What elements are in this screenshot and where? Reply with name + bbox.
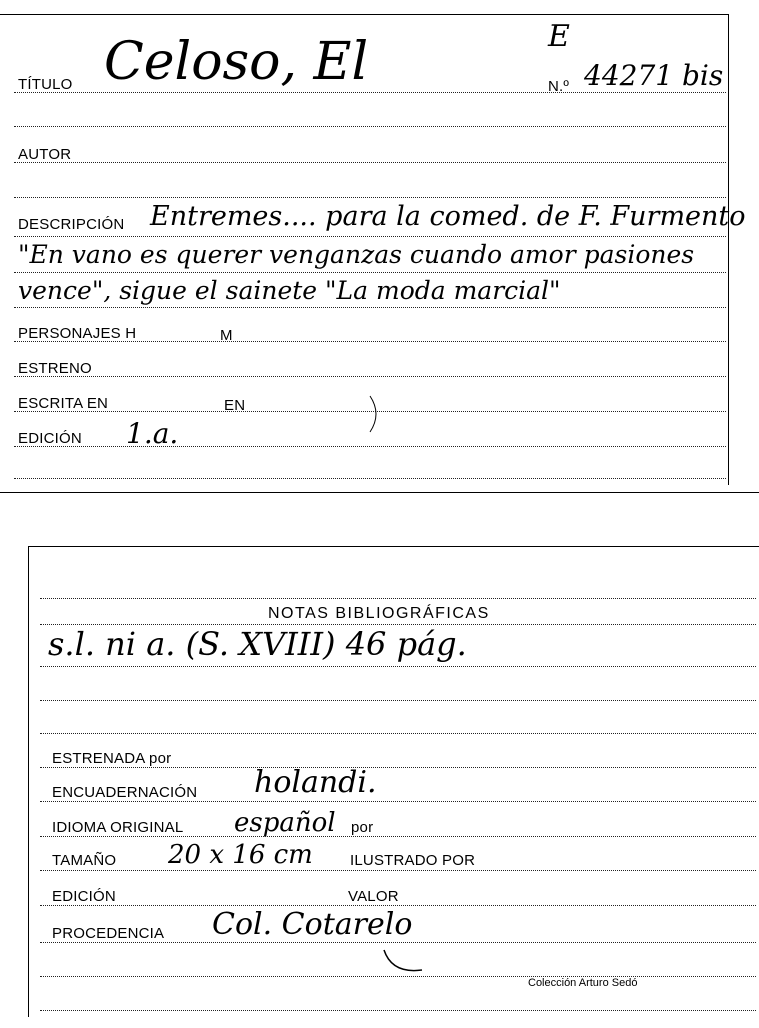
rule-idioma — [40, 836, 756, 837]
footer-collection: Colección Arturo Sedó — [528, 977, 638, 989]
notas-value: s.l. ni a. (S. XVIII) 46 pág. — [48, 625, 467, 663]
rule-edicion — [14, 446, 726, 447]
rule-tamano — [40, 870, 756, 871]
rule-b4 — [40, 733, 756, 734]
rule-autor — [14, 162, 726, 163]
idioma-value: español — [234, 808, 336, 838]
titulo-label: TÍTULO — [18, 76, 73, 93]
titulo-value: Celoso, El — [104, 32, 369, 92]
descripcion-line-3: vence", sigue el sainete "La moda marcial" — [18, 276, 561, 305]
rule-b1 — [40, 598, 756, 599]
rule-blank-1 — [14, 126, 726, 127]
personajes-m-label: M — [220, 327, 233, 344]
idioma-por-label: por — [351, 819, 374, 836]
encuadernacion-label: ENCUADERNACIÓN — [52, 784, 198, 801]
rule-estrenada — [40, 767, 756, 768]
numero-label: N.º — [548, 78, 570, 95]
escrita-en-label: ESCRITA EN — [18, 395, 109, 412]
rule-notas-2 — [40, 666, 756, 667]
rule-b-final — [40, 1010, 756, 1011]
personajes-label: PERSONAJES H — [18, 325, 137, 342]
procedencia-label: PROCEDENCIA — [52, 925, 165, 942]
encuadernacion-value: holandi. — [254, 765, 377, 800]
rule-estreno — [14, 376, 726, 377]
rule-b3 — [40, 700, 756, 701]
idioma-label: IDIOMA ORIGINAL — [52, 819, 184, 836]
rule-blank-2 — [14, 197, 726, 198]
numero-prefix: E — [548, 19, 570, 54]
edicion-value: 1.a. — [126, 417, 179, 450]
notas-label: NOTAS BIBLIOGRÁFICAS — [268, 605, 490, 622]
tamano-label: TAMAÑO — [52, 852, 117, 869]
numero-value: 44271 bis — [584, 59, 724, 92]
descripcion-line-2: "En vano es querer venganzas cuando amor pasiones — [18, 240, 695, 269]
estrenada-label: ESTRENADA por — [52, 750, 172, 767]
rule-descripcion — [14, 236, 726, 237]
valor-label: VALOR — [348, 888, 399, 905]
edicion-b-label: EDICIÓN — [52, 888, 116, 905]
estreno-label: ESTRENO — [18, 360, 92, 377]
card-separator — [0, 492, 759, 493]
ilustrado-label: ILUSTRADO POR — [350, 852, 476, 869]
punch-hole-top — [330, 392, 380, 442]
rule-desc-2 — [14, 272, 726, 273]
descripcion-line-1: Entremes.... para la comed. de F. Furmento — [150, 201, 746, 232]
rule-bottom-top — [14, 478, 726, 479]
rule-titulo — [14, 92, 726, 93]
rule-desc-3 — [14, 307, 726, 308]
punch-hole-bottom — [380, 920, 440, 980]
autor-label: AUTOR — [18, 146, 72, 163]
tamano-value: 20 x 16 cm — [168, 840, 313, 870]
procedencia-value: Col. Cotarelo — [212, 907, 413, 942]
rule-encuadernacion — [40, 801, 756, 802]
edicion-label: EDICIÓN — [18, 430, 82, 447]
rule-edicion-b — [40, 905, 756, 906]
descripcion-label: DESCRIPCIÓN — [18, 216, 125, 233]
en-label: EN — [224, 397, 246, 414]
